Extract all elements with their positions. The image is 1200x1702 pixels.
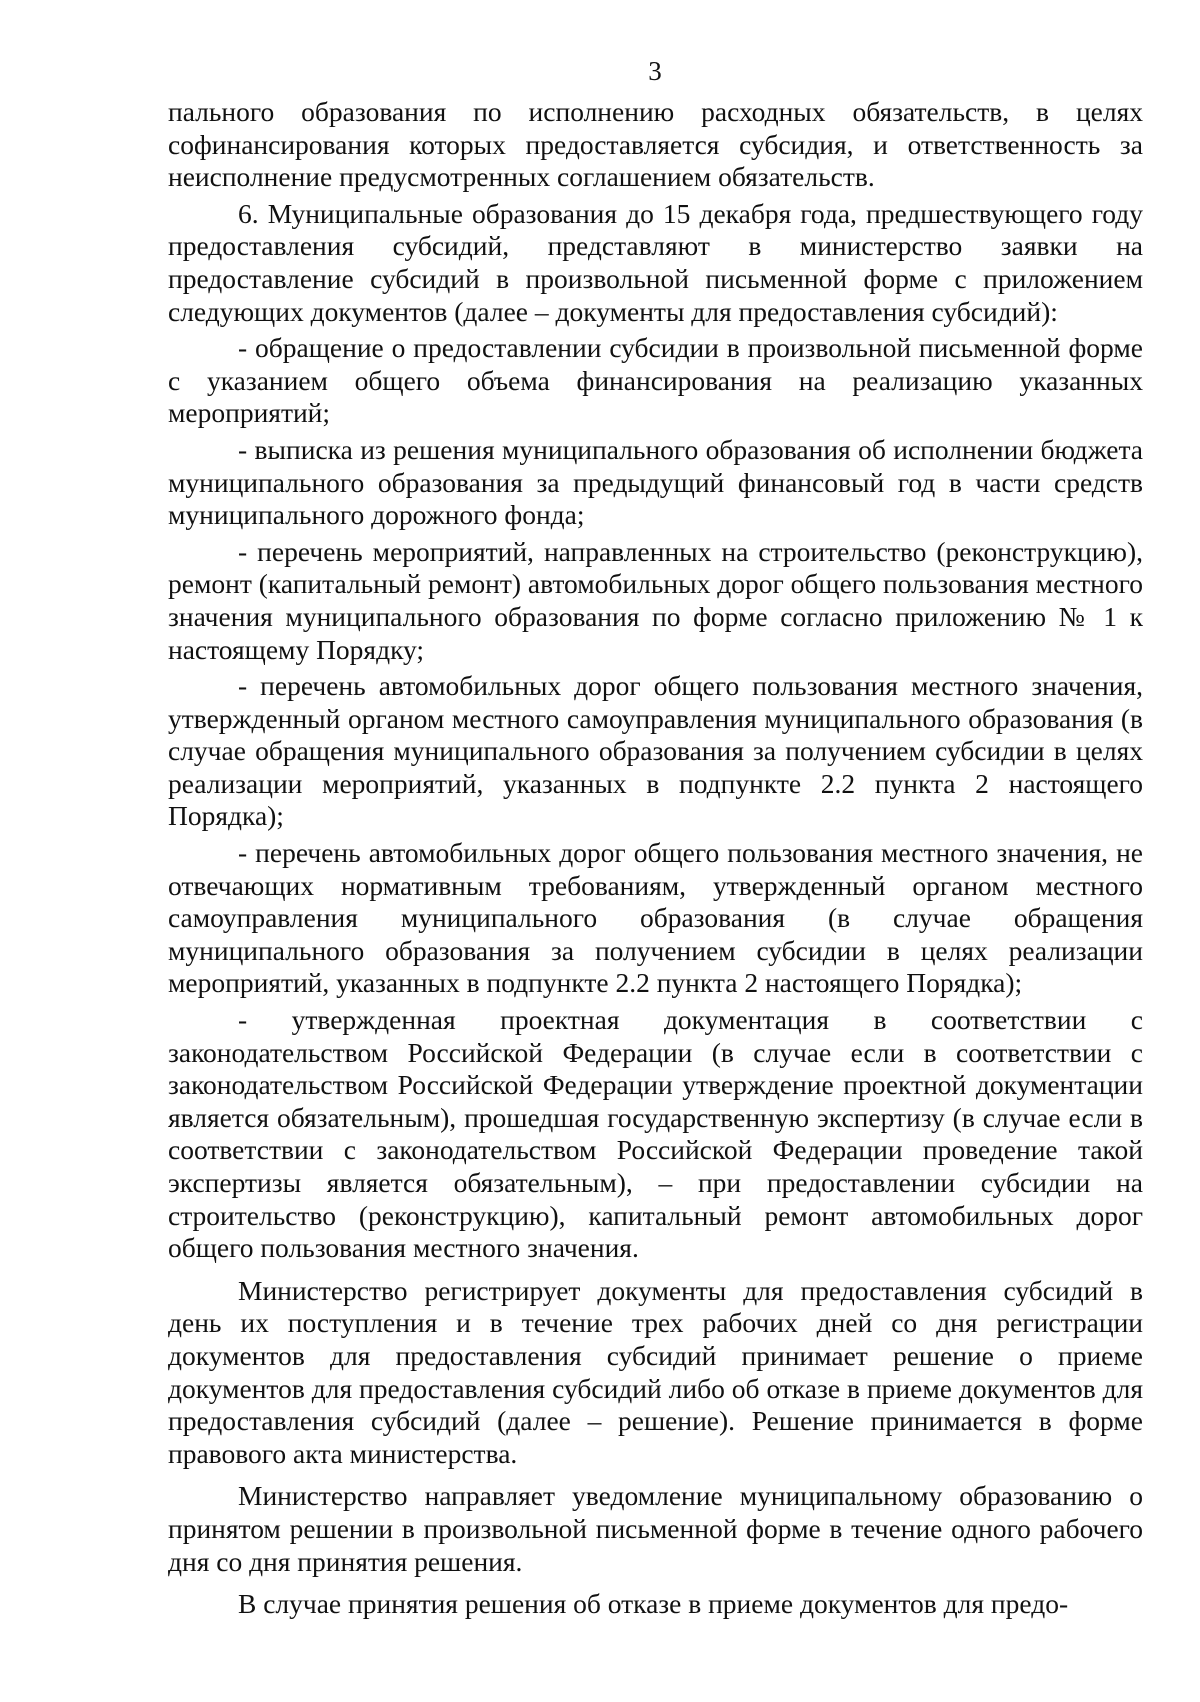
- list-item-roads-list: - перечень автомобильных дорог общего пользования местного значения, утвержденный органом местного самоуправления муниципального образования (в случае обращения муниципального образования за получением субсидии в целях реализации мероприятий, указанных в подпункте 2.2 пункта 2 настоящего Порядка);: [168, 670, 1143, 832]
- list-item-budget-extract: - выписка из решения муниципального образования об исполнении бюджета муниципального образования за предыдущий финансовый год в части средств муниципального дорожного фонда;: [168, 433, 1143, 531]
- list-item-appeal: - обращение о предоставлении субсидии в произвольной письменной форме с указанием общего объема финансирования на реализацию указанных мероприятий;: [168, 332, 1143, 429]
- paragraph-registration: Министерство регистрирует документы для предоставления субсидий в день их поступления и в течение трех рабочих дней со дня регистрации документов для предоставления субсидий принимает решение о приеме документов для предоставления субсидий либо об отказе в приеме документов для предоставления субсидий (далее – решение). Решение принимается в форме правового акта министерства.: [168, 1274, 1143, 1469]
- paragraph-refusal: В случае принятия решения об отказе в приеме документов для предо-: [238, 1588, 1069, 1620]
- list-item-substandard-roads-list: - перечень автомобильных дорог общего пользования местного значения, не отвечающих нормативным требованиям, утвержденный органом местного самоуправления муниципального образования (в случае обращения муниципального образования за получением субсидии в целях реализации мероприятий, указанных в подпункте 2.2 пункта 2 настоящего Порядка);: [168, 837, 1143, 999]
- list-item-project-documentation: - утвержденная проектная документация в соответствии с законодательством Российской Федерации (в случае если в соответствии с законодательством Российской Федерации утверждение проектной документации является обязательным), прошедшая государственную экспертизу (в случае если в соответствии с законодательством Российской Федерации проведение такой экспертизы является обязательным), – при предоставлении субсидии на строительство (реконструкцию), капитальный ремонт автомобильных дорог общего пользования местного значения.: [168, 1004, 1143, 1264]
- paragraph-continuation: пального образования по исполнению расходных обязательств, в целях софинансирования которых предоставляется субсидия, и ответственность за неисполнение предусмотренных соглашением обязательств.: [168, 96, 1143, 193]
- paragraph-notification: Министерство направляет уведомление муниципальному образованию о принятом решении в произвольной письменной форме в течение одного рабочего дня со дня принятия решения.: [168, 1480, 1143, 1577]
- page-number: 3: [648, 56, 662, 86]
- list-item-measures-list: - перечень мероприятий, направленных на строительство (реконструкцию), ремонт (капитальный ремонт) автомобильных дорог общего пользования местного значения муниципального образования по форме согласно приложению № 1 к настоящему Порядку;: [168, 535, 1143, 665]
- paragraph-item-6: 6. Муниципальные образования до 15 декабря года, предшествующего году предоставления субсидий, представляют в министерство заявки на предоставление субсидий в произвольной письменной форме с приложением следующих документов (далее – документы для предоставления субсидий):: [168, 197, 1143, 327]
- document-body: [168, 96, 1143, 1621]
